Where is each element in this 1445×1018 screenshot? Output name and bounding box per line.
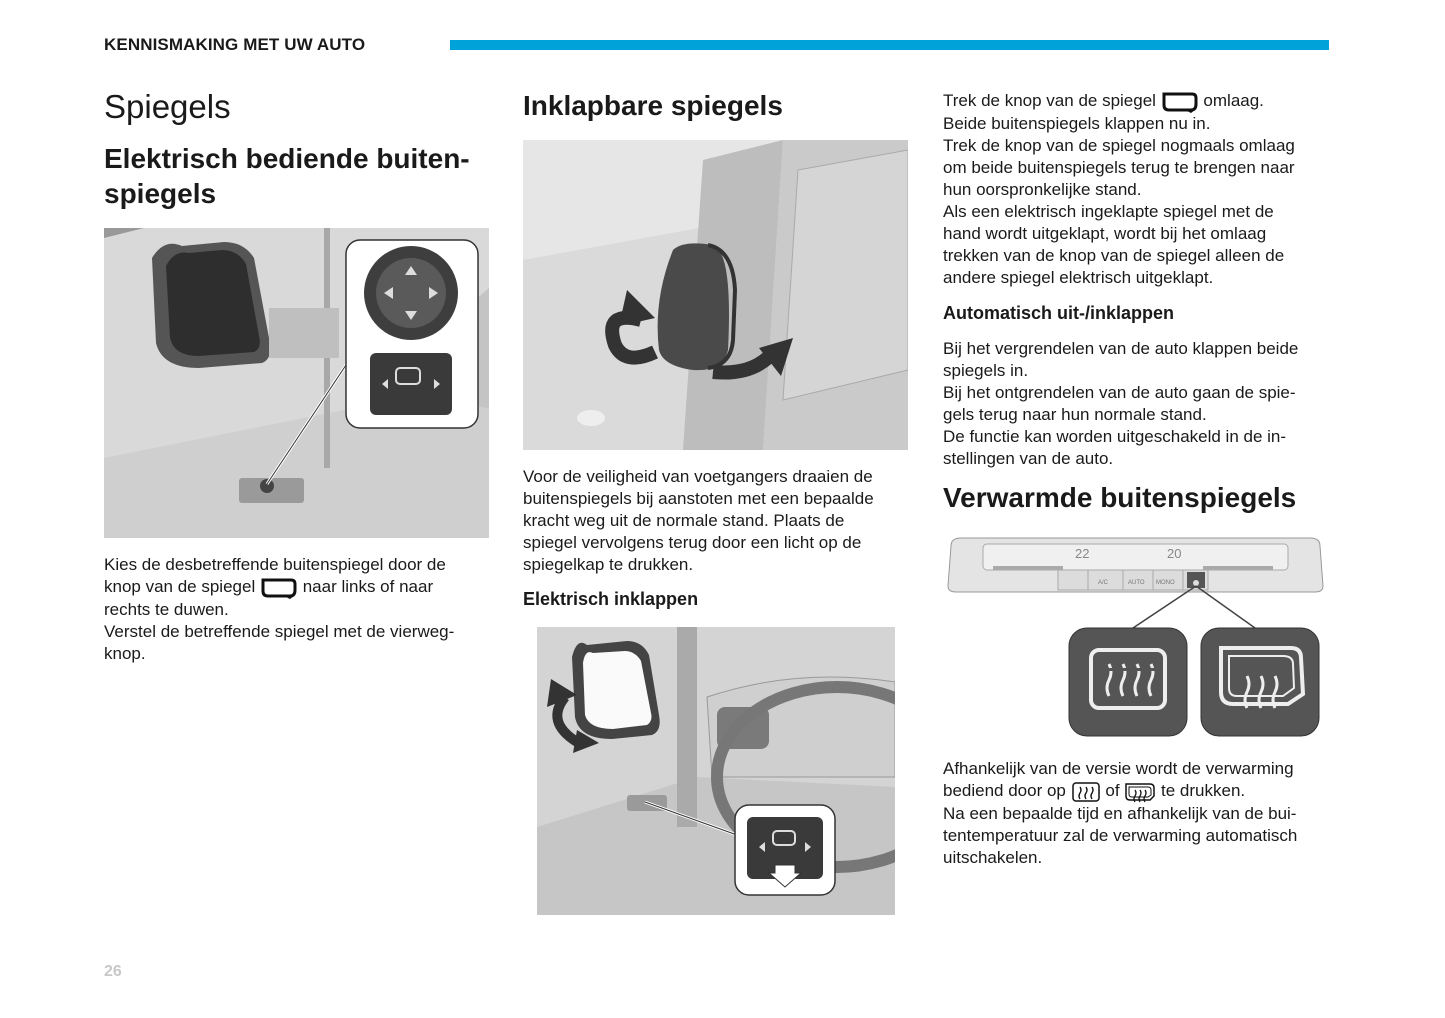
subheading-auto-folding: Automatisch uit-/inklappen	[943, 303, 1175, 323]
col3-line-1-a: Trek de knop van de spiegel	[943, 91, 1156, 110]
col3-p3-line-2-c: of	[1105, 781, 1120, 800]
panel-auto-label: AUTO	[1128, 580, 1145, 586]
col2-paragraph	[523, 466, 913, 576]
col3-p2-line-3: Bij het ontgrendelen van de auto gaan de spie-	[943, 383, 1296, 402]
figure-foldable-mirror	[523, 140, 908, 450]
col3-p2-line-6: stellingen van de auto.	[943, 449, 1114, 468]
col3-line-7: hand wordt uitgeklapt, wordt bij het omlaag	[943, 223, 1267, 243]
col3-line-3: Trek de knop van de spiegel nogmaals omlaag	[943, 135, 1295, 155]
col1-line-2-c: naar links of naar	[302, 577, 434, 596]
col3-p3-line-4: tentemperatuur zal de verwarming automatisch	[943, 825, 1298, 845]
section-heading-foldable: Inklapbare spiegels	[523, 90, 783, 121]
subtitle-line-1: Elektrisch bediende buiten-	[104, 143, 470, 174]
col1-line-4: Verstel de betreffende spiegel met de vierweg-	[104, 621, 455, 641]
col2-line-4: spiegel vervolgens terug door een licht op de	[523, 533, 862, 552]
page-title: Spiegels	[104, 88, 231, 125]
subheading-electric-folding: Elektrisch inklappen	[523, 589, 699, 609]
col2-line-5: spiegelkap te drukken.	[523, 555, 694, 574]
foldable-mirror-illustration	[523, 140, 908, 450]
mirror-controls-illustration	[104, 228, 489, 538]
col2-line-3: kracht weg uit de normale stand. Plaats de	[523, 511, 845, 530]
section-heading-heated: Verwarmde buitenspiegels	[943, 482, 1297, 513]
col3-line-1	[943, 90, 1343, 113]
col3-p2-line-5: De functie kan worden uitgeschakeld in de in-	[943, 427, 1287, 446]
mirror-switch-icon	[260, 577, 298, 599]
figure-electric-folding	[537, 627, 895, 915]
col3-p3-line-3: Na een bepaalde tijd en afhankelijk van de bui-	[943, 803, 1297, 823]
mirror-defrost-icon	[1124, 781, 1156, 803]
col3-paragraph-1	[943, 90, 1343, 289]
col3-paragraph-3	[943, 758, 1343, 869]
col3-p3-line-2-d: te drukken.	[1161, 781, 1246, 800]
col3-line-1-b: omlaag.	[1203, 91, 1264, 110]
panel-mono-label: MONO	[1156, 580, 1175, 586]
climate-panel-illustration	[943, 536, 1328, 741]
col3-p2-line-1: Bij het vergrendelen van de auto klappen beide	[943, 339, 1299, 358]
col3-line-2: Beide buitenspiegels klappen nu in.	[943, 113, 1211, 133]
col1-paragraph	[104, 554, 494, 665]
col1-line-3: rechts te duwen.	[104, 599, 229, 619]
col3-p3-line-5: uitschakelen.	[943, 847, 1043, 867]
figure-heated-mirrors	[943, 536, 1328, 741]
col1-line-2	[104, 576, 494, 599]
col2-line-1: Voor de veiligheid van voetgangers draaien de	[523, 467, 873, 486]
col3-line-5: hun oorspronkelijke stand.	[943, 179, 1142, 199]
section-title: KENNISMAKING MET UW AUTO	[104, 35, 366, 54]
col2-line-2: buitenspiegels bij aanstoten met een bepaalde	[523, 489, 874, 508]
panel-temp-right: 20	[1167, 546, 1182, 561]
col3-line-4: om beide buitenspiegels terug te brengen naar	[943, 157, 1295, 177]
figure-mirror-controls	[104, 228, 489, 538]
header-accent-bar	[450, 40, 1329, 50]
col3-line-9: andere spiegel elektrisch uitgeklapt.	[943, 267, 1214, 287]
mirror-switch-icon	[1161, 91, 1199, 113]
page-number: 26	[104, 963, 122, 980]
col3-p3-line-2	[943, 780, 1343, 803]
col3-line-8: trekken van de knop van de spiegel alleen de	[943, 245, 1285, 265]
col1-line-2-a: knop van de spiegel	[104, 577, 256, 596]
col3-line-6: Als een elektrisch ingeklapte spiegel met de	[943, 201, 1274, 221]
col3-p3-line-1: Afhankelijk van de versie wordt de verwarming	[943, 759, 1294, 778]
col3-paragraph-2	[943, 338, 1343, 470]
col3-p3-line-2-a: bediend door op	[943, 781, 1066, 800]
panel-ac-label: A/C	[1098, 580, 1109, 586]
col3-p2-line-2: spiegels in.	[943, 361, 1029, 380]
col1-line-1: Kies de desbetreffende buitenspiegel door de	[104, 555, 446, 574]
col1-line-5: knop.	[104, 643, 146, 663]
rear-defrost-icon	[1071, 781, 1101, 803]
col3-p2-line-4: gels terug naar hun normale stand.	[943, 405, 1207, 424]
electric-folding-illustration	[537, 627, 895, 915]
panel-temp-left: 22	[1075, 546, 1090, 561]
subtitle-line-2: spiegels	[104, 178, 217, 209]
